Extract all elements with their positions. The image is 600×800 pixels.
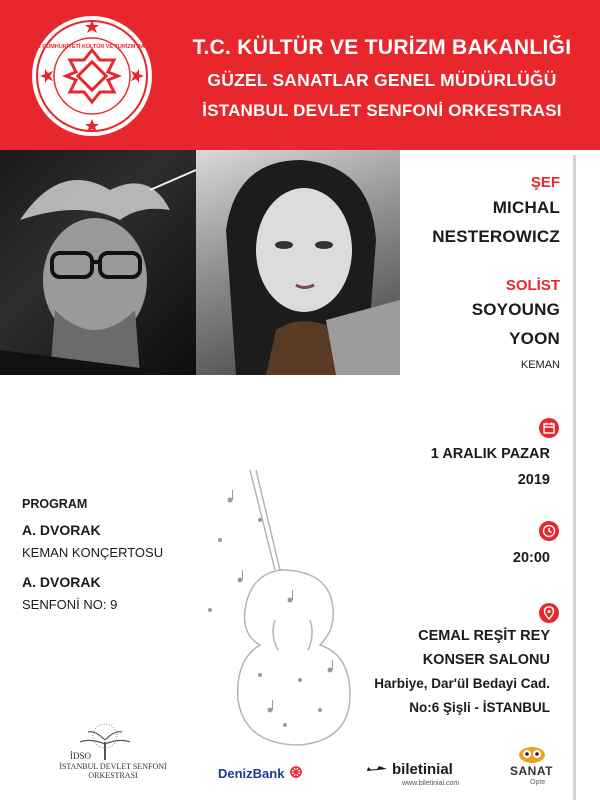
program-composer-2: A. DVORAK	[22, 574, 101, 590]
soloist-last-name: YOON	[509, 329, 560, 348]
sanat-logo: SANAT	[510, 764, 553, 778]
venue-name-line2: KONSER SALONU	[422, 652, 550, 668]
location-pin-icon	[539, 603, 559, 623]
date-year: 2019	[517, 472, 550, 488]
biletinial-logo: biletinial	[392, 761, 453, 778]
conductor-first-name: MICHAL	[492, 198, 560, 217]
calendar-icon	[539, 418, 559, 438]
header-banner	[0, 0, 600, 150]
soloist-instrument: KEMAN	[520, 359, 560, 371]
ministry-title: T.C. KÜLTÜR VE TURİZM BAKANLIĞI	[192, 36, 572, 59]
soloist-first-name: SOYOUNG	[471, 300, 560, 319]
seal-text: TÜRKİYE CUMHURİYETİ KÜLTÜR VE TURİZM BAKANLIĞI	[16, 44, 168, 50]
conductor-photo	[0, 150, 196, 375]
orchestra-title: İSTANBUL DEVLET SENFONİ ORKESTRASI	[202, 101, 562, 120]
conductor-label: ŞEF	[530, 174, 560, 191]
right-divider	[573, 155, 576, 800]
biletinial-plane-icon	[365, 764, 389, 776]
program-work-2: SENFONİ NO: 9	[22, 597, 118, 612]
date-line1: 1 ARALIK PAZAR	[430, 446, 550, 462]
venue-address-line1: Harbiye, Dar'ül Bedayi Cad.	[374, 676, 550, 691]
denizbank-wheel-icon	[289, 765, 303, 779]
program-composer-1: A. DVORAK	[22, 522, 101, 538]
clock-icon	[539, 521, 559, 541]
idso-abbr: İDSO	[70, 751, 92, 761]
program-heading: PROGRAM	[22, 497, 88, 511]
sanat-sub: Opte	[530, 779, 546, 786]
sanat-owl-icon	[517, 743, 547, 763]
directorate-title: GÜZEL SANATLAR GENEL MÜDÜRLÜĞÜ	[207, 70, 557, 90]
program-work-1: KEMAN KONÇERTOSU	[22, 545, 164, 560]
biletinial-url: www.biletinial.com	[402, 780, 460, 787]
venue-name-line1: CEMAL REŞİT REY	[418, 628, 550, 644]
idso-name: İSTANBUL DEVLET SENFONİ ORKESTRASI	[59, 762, 167, 780]
denizbank-logo: DenizBank	[218, 766, 285, 781]
soloist-photo	[196, 150, 400, 375]
violin-notes-illustration	[190, 460, 370, 760]
concert-time: 20:00	[512, 550, 550, 566]
conductor-last-name: NESTEROWICZ	[432, 227, 560, 246]
ministry-seal-icon	[16, 14, 168, 138]
soloist-label: SOLİST	[505, 277, 560, 294]
venue-address-line2: No:6 Şişli - İSTANBUL	[409, 700, 550, 715]
